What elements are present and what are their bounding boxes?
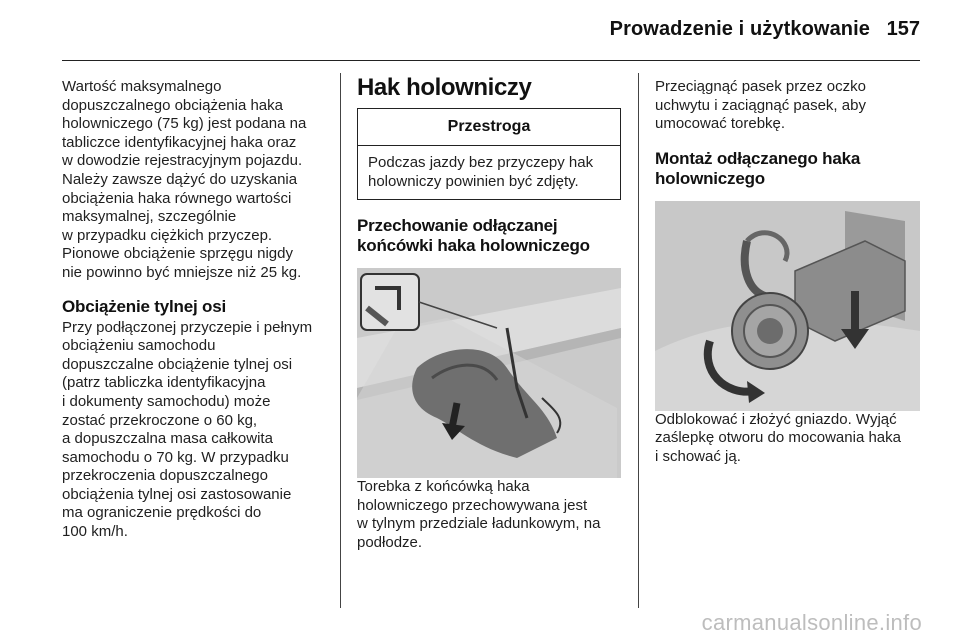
socket-fold-illustration-icon [655, 201, 920, 411]
column-divider-2 [638, 73, 639, 608]
caption-mount: Odblokować i złożyć gniazdo. Wyjąć zaślepkę otworu do mocowania haka i schować ją. [655, 410, 901, 465]
caution-box [357, 108, 621, 200]
caution-text: Podczas jazdy bez przyczepy hak holowniczy powinien być zdjęty. [368, 154, 594, 190]
column-right [655, 78, 923, 467]
page-header-title: Prowadzenie i użytkowanie [609, 18, 870, 40]
watermark: carmanualsonline.info [701, 610, 922, 635]
paragraph-max-load: Wartość maksymalnego dopuszczalnego obciążenia haka holowniczego (75 kg) jest podana na tabliczce identyfikacyjnej haka oraz w dowodzie rejestracyjnym pojazdu. Należy zawsze dążyć do uzyskania obciążenia haka równego wartości maksymalnej, szczególnie w przypadku ciężkich przyczep. Pionowe obciążenie sprzęgu nigdy nie powinno być mniejsze niż 25 kg. [62, 78, 307, 281]
storage-bag-illustration-icon [357, 268, 621, 478]
caution-heading: Przestroga [358, 109, 620, 146]
column-left [62, 78, 332, 542]
heading-storage: Przechowanie odłączanej końcówki haka holowniczego [357, 216, 590, 256]
page-number: 157 [886, 18, 920, 40]
heading-mount: Montaż odłączanego haka holowniczego [655, 148, 861, 188]
header-divider [62, 60, 920, 61]
caption-storage: Torebka z końcówką haka holowniczego przechowywana jest w tylnym przedziale ładunkowym, na podłodze. [357, 478, 601, 551]
paragraph-rear-axle-load: Przy podłączonej przyczepie i pełnym obciążeniu samochodu dopuszczalne obciążenie tylnej osi (patrz tabliczka identyfikacyjna i dokumenty samochodu) może zostać przekroczone o 60 kg, a dopuszczalna masa całkowita samochodu o 70 kg. W przypadku przekroczenia dopuszczalnego obciążenia tylnej osi zastosowanie ma ograniczenie prędkości do 100 km/h. [62, 318, 313, 541]
column-divider-1 [340, 73, 341, 608]
heading-rear-axle-load: Obciążenie tylnej osi [62, 296, 226, 316]
column-middle [357, 74, 622, 553]
section-title-tow-hitch: Hak holowniczy [357, 74, 532, 101]
paragraph-strap: Przeciągnąć pasek przez oczko uchwytu i zaciągnąć pasek, aby umocować torebkę. [655, 78, 866, 133]
